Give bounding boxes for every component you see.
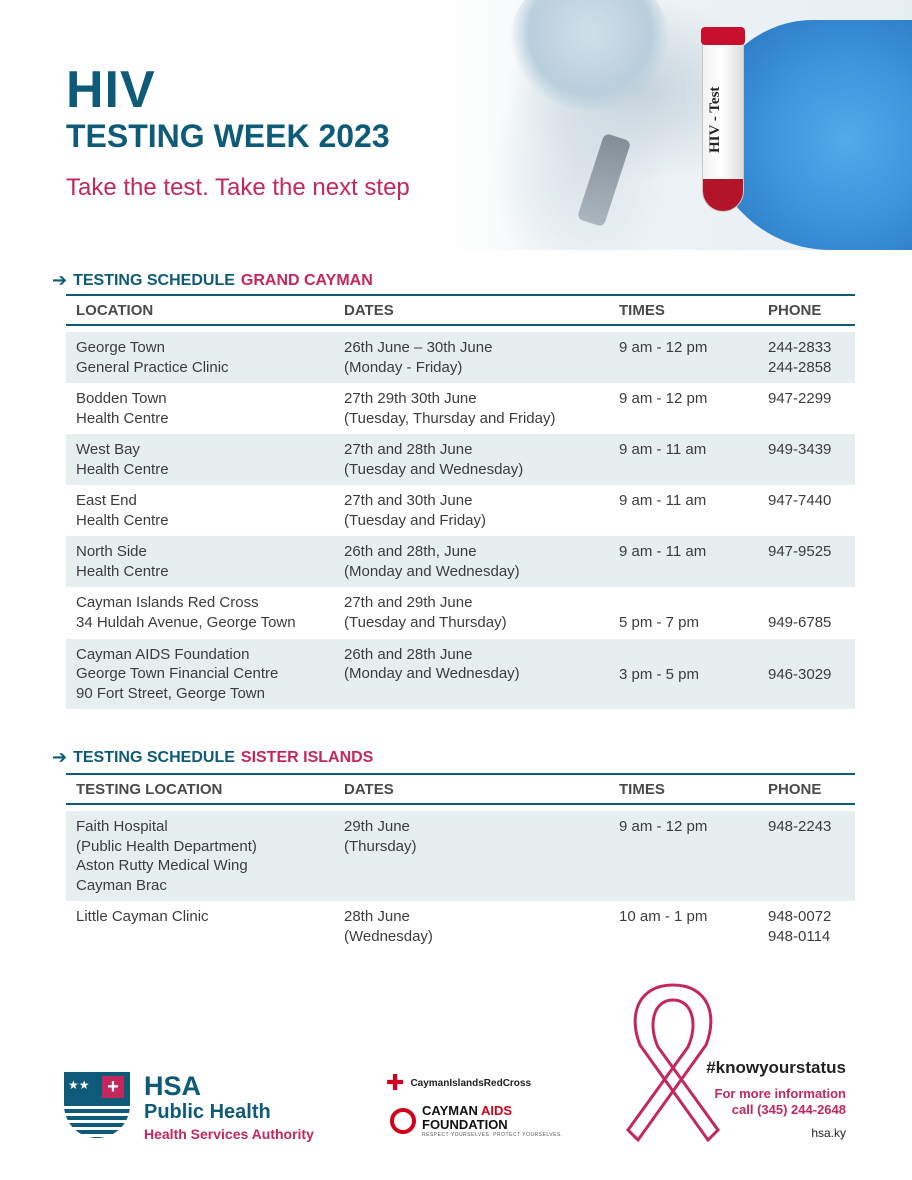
times-text: 9 am - 11 am bbox=[619, 543, 707, 560]
tube-cap bbox=[701, 27, 745, 45]
dates-text: (Tuesday and Thursday) bbox=[344, 613, 507, 631]
location-text: General Practice Clinic bbox=[76, 358, 229, 376]
section-heading-grand-cayman bbox=[52, 270, 373, 291]
location-text: (Public Health Department) bbox=[76, 837, 257, 855]
aids-tagline: RESPECT YOURSELVES. PROTECT YOURSELVES. bbox=[422, 1132, 563, 1138]
grand-cayman-schedule-table bbox=[66, 294, 855, 709]
phone-text: 244-2833 bbox=[768, 339, 832, 356]
dates-text: (Wednesday) bbox=[344, 927, 433, 945]
blurred-tie bbox=[577, 133, 631, 227]
page-subtitle: TESTING WEEK 2023 bbox=[66, 118, 390, 154]
table-row bbox=[66, 332, 855, 383]
column-header: TIMES bbox=[619, 301, 665, 319]
location-text: West Bay bbox=[76, 441, 140, 458]
times-text: 9 am - 11 am bbox=[619, 441, 707, 458]
dates-cell bbox=[334, 536, 609, 587]
dates-text: 27th and 28th June bbox=[344, 441, 473, 458]
section-heading-prefix: TESTING SCHEDULE bbox=[73, 271, 235, 289]
dates-text: 28th June bbox=[344, 908, 410, 925]
location-text: Aston Rutty Medical Wing bbox=[76, 857, 248, 874]
table-row bbox=[66, 485, 855, 536]
location-text: 90 Fort Street, George Town bbox=[76, 684, 265, 702]
blurred-doctor-face bbox=[510, 0, 670, 110]
times-cell bbox=[609, 811, 758, 901]
location-text: North Side bbox=[76, 543, 147, 560]
location-text: Little Cayman Clinic bbox=[76, 908, 209, 925]
arrow-right-icon: ➔ bbox=[52, 747, 68, 767]
location-cell bbox=[66, 332, 334, 383]
phone-text: 946-3029 bbox=[768, 665, 832, 683]
times-text: 3 pm - 5 pm bbox=[619, 665, 700, 683]
phone-cell bbox=[758, 383, 855, 434]
tube-label: HIV - Test bbox=[707, 86, 723, 154]
section-heading-accent: GRAND CAYMAN bbox=[240, 271, 373, 289]
dates-cell bbox=[334, 434, 609, 485]
table-header-row bbox=[66, 774, 855, 804]
redcross-name: CaymanIslandsRedCross bbox=[410, 1077, 532, 1089]
page-title: HIV bbox=[66, 61, 156, 119]
column-header: TIMES bbox=[619, 780, 665, 798]
table-row bbox=[66, 383, 855, 434]
location-text: Health Centre bbox=[76, 409, 169, 427]
dates-cell bbox=[334, 485, 609, 536]
aids-line2: FOUNDATION bbox=[422, 1117, 508, 1132]
column-header: PHONE bbox=[768, 780, 822, 798]
location-text: Faith Hospital bbox=[76, 818, 168, 835]
column-header: DATES bbox=[344, 780, 394, 798]
blood-sample bbox=[703, 179, 743, 211]
dates-text: 29th June bbox=[344, 818, 410, 835]
phone-text: 947-7440 bbox=[768, 492, 832, 509]
times-cell bbox=[609, 639, 758, 710]
info-phone: call (345) 244-2648 bbox=[731, 1102, 846, 1117]
column-header: PHONE bbox=[768, 301, 822, 319]
location-cell bbox=[66, 639, 334, 710]
red-cross-icon: ✚ bbox=[386, 1070, 405, 1095]
spacer-row bbox=[66, 804, 855, 811]
hsa-shield-icon: ★★ + bbox=[64, 1072, 130, 1138]
times-cell bbox=[609, 485, 758, 536]
info-line-1: For more information bbox=[714, 1086, 846, 1101]
website-link[interactable]: hsa.ky bbox=[811, 1126, 846, 1140]
dates-text: (Tuesday and Friday) bbox=[344, 511, 487, 529]
times-cell bbox=[609, 383, 758, 434]
dates-cell bbox=[334, 811, 609, 901]
location-text: Cayman Brac bbox=[76, 876, 167, 894]
column-header: DATES bbox=[344, 301, 394, 319]
tagline: Take the test. Take the next step bbox=[66, 174, 410, 201]
times-cell bbox=[609, 587, 758, 639]
dates-text: 26th June – 30th June bbox=[344, 339, 493, 356]
times-text: 9 am - 12 pm bbox=[619, 818, 708, 835]
table-row bbox=[66, 639, 855, 710]
dates-text: 26th and 28th June bbox=[344, 645, 473, 663]
phone-text: 947-2299 bbox=[768, 390, 832, 407]
location-cell bbox=[66, 901, 334, 952]
times-text: 10 am - 1 pm bbox=[619, 908, 708, 925]
location-text: Cayman AIDS Foundation bbox=[76, 645, 250, 663]
dates-text: 27th 29th 30th June bbox=[344, 390, 477, 407]
phone-cell bbox=[758, 536, 855, 587]
dates-cell bbox=[334, 901, 609, 952]
dates-cell bbox=[334, 332, 609, 383]
phone-cell bbox=[758, 639, 855, 710]
times-cell bbox=[609, 901, 758, 952]
times-cell bbox=[609, 332, 758, 383]
phone-text: 949-6785 bbox=[768, 614, 832, 631]
arrow-right-icon: ➔ bbox=[52, 270, 68, 290]
dates-text: (Monday and Wednesday) bbox=[344, 665, 520, 682]
redcross-logo bbox=[386, 1070, 532, 1095]
aids-line1-accent: AIDS bbox=[481, 1103, 513, 1118]
table-row bbox=[66, 536, 855, 587]
times-text: 9 am - 12 pm bbox=[619, 390, 708, 407]
location-text: Health Centre bbox=[76, 511, 169, 529]
location-cell bbox=[66, 587, 334, 639]
dates-text: 26th and 28th, June bbox=[344, 543, 477, 560]
aids-line1: CAYMAN bbox=[422, 1103, 478, 1118]
location-cell bbox=[66, 485, 334, 536]
table-row bbox=[66, 901, 855, 952]
dates-text: (Thursday) bbox=[344, 837, 417, 855]
phone-text: 948-0114 bbox=[768, 927, 831, 945]
hero-photo bbox=[440, 0, 912, 250]
dates-text: 27th and 30th June bbox=[344, 492, 473, 509]
location-text: Health Centre bbox=[76, 562, 169, 580]
dates-text: (Monday - Friday) bbox=[344, 358, 463, 376]
sister-islands-schedule-table bbox=[66, 773, 855, 952]
table-row bbox=[66, 811, 855, 901]
hsa-logo bbox=[64, 1072, 314, 1142]
location-cell bbox=[66, 811, 334, 901]
column-header: TESTING LOCATION bbox=[76, 780, 223, 798]
location-cell bbox=[66, 383, 334, 434]
location-text: East End bbox=[76, 492, 137, 509]
dates-text: (Monday and Wednesday) bbox=[344, 562, 520, 580]
column-header: LOCATION bbox=[76, 301, 154, 319]
phone-text: 947-9525 bbox=[768, 543, 832, 560]
table-row bbox=[66, 434, 855, 485]
section-heading-accent: SISTER ISLANDS bbox=[240, 748, 374, 766]
hsa-name: HSA bbox=[144, 1071, 202, 1101]
dates-text: 27th and 29th June bbox=[344, 594, 473, 611]
aids-foundation-icon bbox=[390, 1108, 416, 1134]
location-text: 34 Huldah Avenue, George Town bbox=[76, 613, 296, 631]
section-heading-sister-islands bbox=[52, 747, 373, 768]
hsa-division: Public Health bbox=[144, 1101, 271, 1123]
table-header-row bbox=[66, 295, 855, 325]
phone-text: 948-2243 bbox=[768, 818, 832, 835]
phone-text: 948-0072 bbox=[768, 908, 832, 925]
phone-text: 244-2858 bbox=[768, 358, 832, 376]
location-text: Health Centre bbox=[76, 460, 169, 478]
location-text: George Town Financial Centre bbox=[76, 665, 279, 682]
location-text: Bodden Town bbox=[76, 390, 167, 407]
times-text: 9 am - 12 pm bbox=[619, 339, 708, 356]
dates-text: (Tuesday and Wednesday) bbox=[344, 460, 524, 478]
dates-cell bbox=[334, 639, 609, 710]
spacer-row bbox=[66, 325, 855, 332]
awareness-info bbox=[706, 1058, 846, 1140]
times-text: 5 pm - 7 pm bbox=[619, 614, 700, 631]
phone-cell bbox=[758, 587, 855, 639]
phone-cell bbox=[758, 485, 855, 536]
hsa-fullname: Health Services Authority bbox=[144, 1126, 314, 1142]
location-cell bbox=[66, 434, 334, 485]
aids-foundation-logo bbox=[390, 1104, 563, 1138]
dates-cell bbox=[334, 587, 609, 639]
dates-cell bbox=[334, 383, 609, 434]
test-tube bbox=[702, 34, 744, 212]
phone-cell bbox=[758, 434, 855, 485]
phone-cell bbox=[758, 811, 855, 901]
times-cell bbox=[609, 434, 758, 485]
phone-cell bbox=[758, 901, 855, 952]
location-text: Cayman Islands Red Cross bbox=[76, 594, 259, 611]
section-heading-prefix: TESTING SCHEDULE bbox=[73, 748, 235, 766]
dates-text: (Tuesday, Thursday and Friday) bbox=[344, 409, 556, 427]
times-text: 9 am - 11 am bbox=[619, 492, 707, 509]
table-row bbox=[66, 587, 855, 639]
hashtag: #knowyourstatus bbox=[706, 1058, 846, 1077]
phone-text: 949-3439 bbox=[768, 441, 832, 458]
location-text: George Town bbox=[76, 339, 165, 356]
phone-cell bbox=[758, 332, 855, 383]
times-cell bbox=[609, 536, 758, 587]
location-cell bbox=[66, 536, 334, 587]
